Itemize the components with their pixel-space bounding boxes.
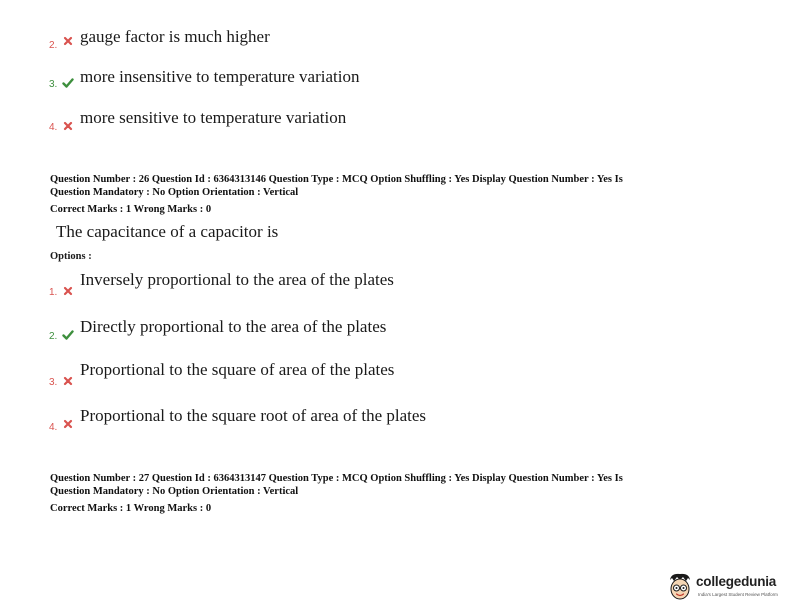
option-text: more insensitive to temperature variation xyxy=(80,67,360,86)
cross-icon xyxy=(62,418,74,430)
option-number: 3. xyxy=(49,377,58,388)
question-meta-line: Question Mandatory : No Option Orientation : Vertical xyxy=(50,486,299,497)
option-number: 4. xyxy=(49,422,58,433)
prev-option-4 xyxy=(0,108,700,141)
q26-option-1 xyxy=(0,270,700,300)
option-number: 2. xyxy=(49,40,58,51)
question-text: The capacitance of a capacitor is xyxy=(56,222,279,241)
options-label: Options : xyxy=(50,251,92,262)
cross-icon xyxy=(62,285,74,297)
question-meta-line: Question Number : 26 Question Id : 6364313146 Question Type : MCQ Option Shuffling : Yes Display Question Number : Yes Is xyxy=(50,174,623,185)
prev-option-3 xyxy=(0,67,700,100)
logo-brand: collegedunia xyxy=(696,574,777,589)
cross-icon xyxy=(62,120,74,132)
option-number: 1. xyxy=(49,287,58,298)
option-number: 4. xyxy=(49,122,58,133)
option-text: Proportional to the square root of area of the plates xyxy=(80,406,427,425)
option-text: Directly proportional to the area of the plates xyxy=(80,317,387,336)
logo-tagline: India's Largest Student Review Platform xyxy=(698,592,778,597)
question-27-meta xyxy=(50,472,730,515)
question-marks: Correct Marks : 1 Wrong Marks : 0 xyxy=(50,204,212,215)
option-number: 3. xyxy=(49,79,58,90)
question-meta-line: Question Number : 27 Question Id : 6364313147 Question Type : MCQ Option Shuffling : Yes Display Question Number : Yes Is xyxy=(50,473,623,484)
question-meta-line: Question Mandatory : No Option Orientation : Vertical xyxy=(50,187,299,198)
question-marks: Correct Marks : 1 Wrong Marks : 0 xyxy=(50,503,212,514)
q26-option-4 xyxy=(0,406,700,436)
collegedunia-logo xyxy=(667,570,782,606)
prev-option-2 xyxy=(0,27,700,60)
q26-option-3 xyxy=(0,360,700,390)
option-text: Inversely proportional to the area of the plates xyxy=(80,270,394,289)
cross-icon xyxy=(62,35,74,47)
cross-icon xyxy=(62,375,74,387)
option-text: Proportional to the square of area of the plates xyxy=(80,360,395,379)
mascot-face-icon xyxy=(667,572,693,602)
option-number: 2. xyxy=(49,331,58,342)
option-text: more sensitive to temperature variation xyxy=(80,108,347,127)
question-26-meta xyxy=(50,173,730,216)
check-icon xyxy=(62,77,74,89)
check-icon xyxy=(62,329,74,341)
option-text: gauge factor is much higher xyxy=(80,27,270,46)
q26-option-2 xyxy=(0,317,700,347)
